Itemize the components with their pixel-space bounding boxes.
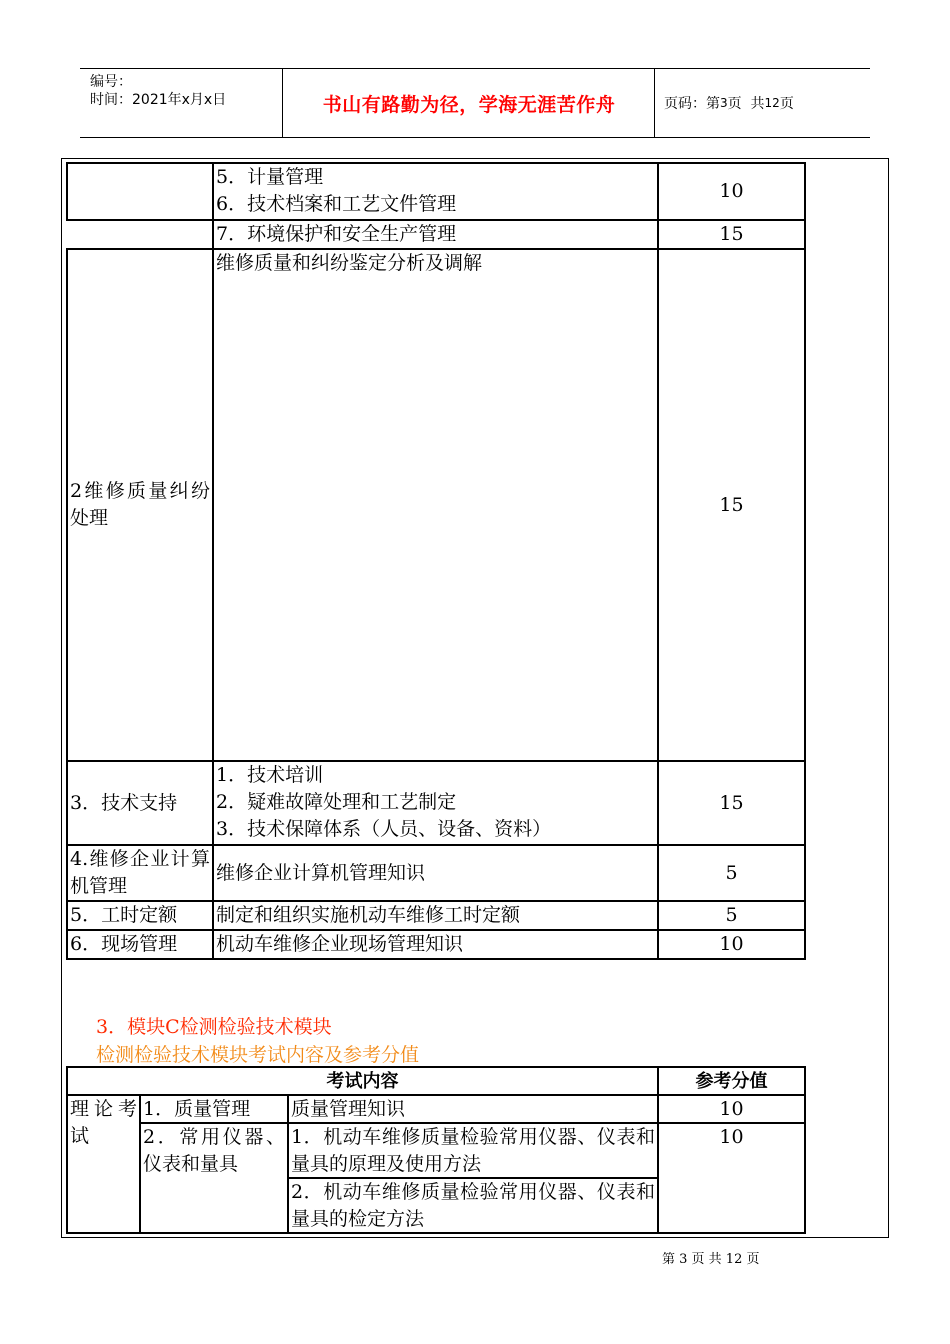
topic-cell: 2．常用仪器、仪表和量具 [139, 1122, 289, 1234]
doc-time-label: 时间：2021年x月x日 [90, 92, 227, 108]
score-cell: 10 [657, 1122, 806, 1234]
score-cell: 10 [657, 162, 806, 221]
content-cell: 1．技术培训 2．疑难故障处理和工艺制定 3．技术保障体系（人员、设备、资料） [212, 760, 659, 846]
category-cell: 5．工时定额 [66, 900, 214, 931]
category-cell: 2维修质量纠纷处理 [66, 248, 214, 762]
content-cell: 1．机动车维修质量检验常用仪器、仪表和量具的原理及使用方法 [287, 1122, 659, 1179]
content-cell: 机动车维修企业现场管理知识 [212, 929, 659, 960]
content-cell: 维修企业计算机管理知识 [212, 844, 659, 902]
module-subtitle: 检测检验技术模块考试内容及参考分值 [96, 1044, 420, 1066]
page-footer: 第 3 页 共 12 页 [662, 1252, 760, 1267]
doc-number-label: 编号： [90, 74, 132, 90]
page-current: 3 [720, 96, 728, 110]
table-row-items: 5．计量管理 6．技术档案和工艺文件管理 [212, 162, 659, 221]
content-cell: 维修质量和纠纷鉴定分析及调解 [212, 248, 659, 762]
section-cell: 理论考试 [66, 1094, 141, 1234]
score-cell: 5 [657, 844, 806, 902]
topic-cell: 1．质量管理 [139, 1094, 289, 1124]
header-page-info: 页码：第 3 页 共 12 页 [664, 96, 794, 112]
content-cell: 2．机动车维修质量检验常用仪器、仪表和量具的检定方法 [287, 1177, 659, 1234]
header-score: 参考分值 [657, 1066, 806, 1096]
content-cell: 制定和组织实施机动车维修工时定额 [212, 900, 659, 931]
category-cell: 3．技术支持 [66, 760, 214, 846]
score-cell: 15 [657, 248, 806, 762]
score-cell: 10 [657, 929, 806, 960]
score-cell: 15 [657, 760, 806, 846]
module-title: 3．模块C检测检验技术模块 [96, 1016, 332, 1038]
score-cell: 10 [657, 1094, 806, 1124]
header-meta [90, 73, 226, 109]
table-row-items: 7．环境保护和安全生产管理 [212, 219, 659, 250]
category-cell: 6．现场管理 [66, 929, 214, 960]
header-content: 考试内容 [66, 1066, 659, 1096]
page-total: 12 [764, 96, 780, 110]
header-divider [282, 69, 283, 137]
table-row [66, 162, 214, 221]
page-header [80, 68, 870, 138]
header-motto: 书山有路勤为径，学海无涯苦作舟 [322, 93, 616, 116]
score-cell: 5 [657, 900, 806, 931]
category-cell: 4.维修企业计算机管理 [66, 844, 214, 902]
header-divider [654, 69, 655, 137]
content-cell: 质量管理知识 [287, 1094, 659, 1124]
score-cell: 15 [657, 219, 806, 250]
